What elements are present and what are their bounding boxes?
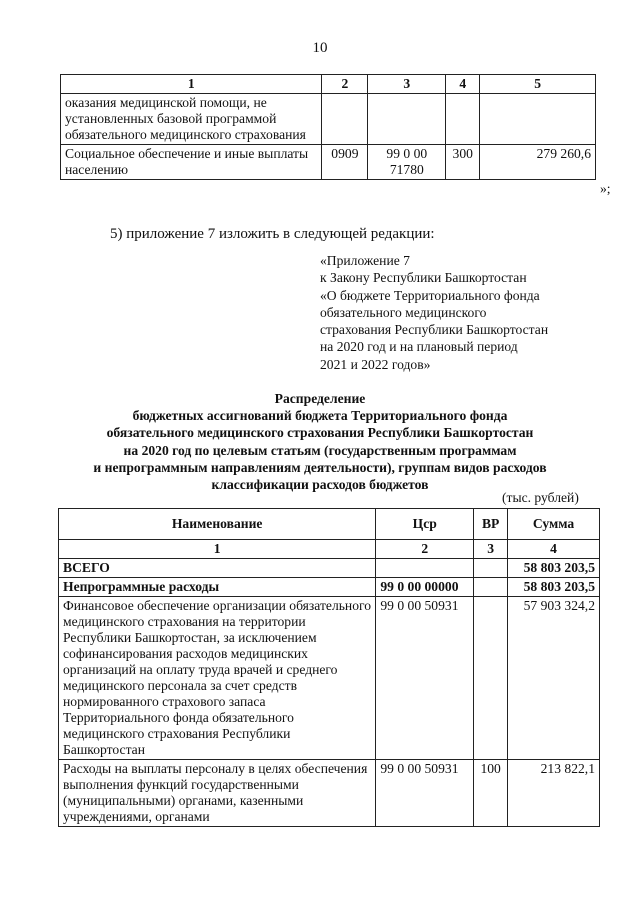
cell-csr: 99 0 00 50931 [376, 760, 474, 827]
continuation-table [60, 74, 596, 180]
table-row [61, 94, 596, 145]
col-number: 2 [376, 540, 474, 559]
col-header-sum: Сумма [508, 509, 600, 540]
heading-line: бюджетных ассигнований бюджета Территориального фонда [132, 408, 508, 424]
cell-name: Расходы на выплаты персоналу в целях обеспечения выполнения функций государственными (муниципальными) органами, казенными учреждениями, органами [59, 760, 376, 827]
unit-label: (тыс. рублей) [502, 490, 579, 505]
cell-csr: 99 0 00 50931 [376, 597, 474, 760]
quote-end-mark: »; [600, 181, 611, 196]
appendix-line: на 2020 год и на плановый период [320, 339, 518, 355]
table-row [59, 578, 600, 597]
col-number: 1 [59, 540, 376, 559]
table-row-total [59, 559, 600, 578]
col-header-vr: ВР [474, 509, 508, 540]
cell-section: 0909 [322, 145, 368, 180]
col-header: 1 [61, 75, 322, 94]
table-row [59, 760, 600, 827]
heading-line: на 2020 год по целевым статьям (государственным программам [123, 442, 517, 458]
cell-name: ВСЕГО [59, 559, 376, 578]
cell-name: Социальное обеспечение и иные выплаты населению [61, 145, 322, 180]
appendix-reference [320, 252, 610, 373]
cell-vr: 300 [446, 145, 480, 180]
appendix-line: «О бюджете Территориального фонда [320, 287, 540, 303]
table-row [59, 597, 600, 760]
col-header: 5 [480, 75, 596, 94]
column-number-row [59, 540, 600, 559]
col-number: 3 [474, 540, 508, 559]
cell-name: оказания медицинской помощи, не установленных базовой программой обязательного медицинского страхования [61, 94, 322, 145]
cell-vr: 100 [474, 760, 508, 827]
appendix-line: 2021 и 2022 годов» [320, 356, 431, 372]
page-number: 10 [312, 40, 328, 56]
appendix-line: обязательного медицинского [320, 304, 487, 320]
budget-table [58, 508, 600, 827]
heading-line: обязательного медицинского страхования Республики Башкортостан [106, 425, 534, 441]
instruction-text: 5) приложение 7 изложить в следующей редакции: [110, 226, 435, 242]
heading-line: и непрограммным направлениям деятельности), группам видов расходов [93, 459, 547, 475]
cell-csr [368, 94, 446, 145]
appendix-line: к Закону Республики Башкортостан [320, 270, 527, 286]
cell-sum: 57 903 324,2 [508, 597, 600, 760]
col-header: 3 [368, 75, 446, 94]
table-header-row [61, 75, 596, 94]
col-header: 2 [322, 75, 368, 94]
cell-csr: 99 0 00 00000 [376, 578, 474, 597]
col-header: 4 [446, 75, 480, 94]
appendix-line: «Приложение 7 [320, 253, 410, 268]
cell-sum: 279 260,6 [480, 145, 596, 180]
cell-name: Финансовое обеспечение организации обязательного медицинского страхования на территории Республики Башкортостан, за исключением софинансирования расходов медицинских организаций на оплату труда врачей и среднего медицинского персонала за счет средств нормированного страхового запаса Территориального фонда обязательного медицинского страхования Республики Башкортостан [59, 597, 376, 760]
col-header-csr: Цср [376, 509, 474, 540]
col-number: 4 [508, 540, 600, 559]
table-header-row [59, 509, 600, 540]
col-header-name: Наименование [59, 509, 376, 540]
cell-vr [474, 559, 508, 578]
document-heading [40, 390, 600, 493]
cell-vr [474, 578, 508, 597]
cell-sum: 58 803 203,5 [508, 578, 600, 597]
table-row [61, 145, 596, 180]
heading-line: классификации расходов бюджетов [211, 477, 429, 493]
cell-section [322, 94, 368, 145]
appendix-line: страхования Республики Башкортостан [320, 322, 549, 338]
cell-vr [446, 94, 480, 145]
cell-sum: 58 803 203,5 [508, 559, 600, 578]
cell-csr: 99 0 00 71780 [368, 145, 446, 180]
heading-line: Распределение [274, 391, 366, 406]
cell-sum: 213 822,1 [508, 760, 600, 827]
cell-name: Непрограммные расходы [59, 578, 376, 597]
cell-sum [480, 94, 596, 145]
cell-csr [376, 559, 474, 578]
cell-vr [474, 597, 508, 760]
